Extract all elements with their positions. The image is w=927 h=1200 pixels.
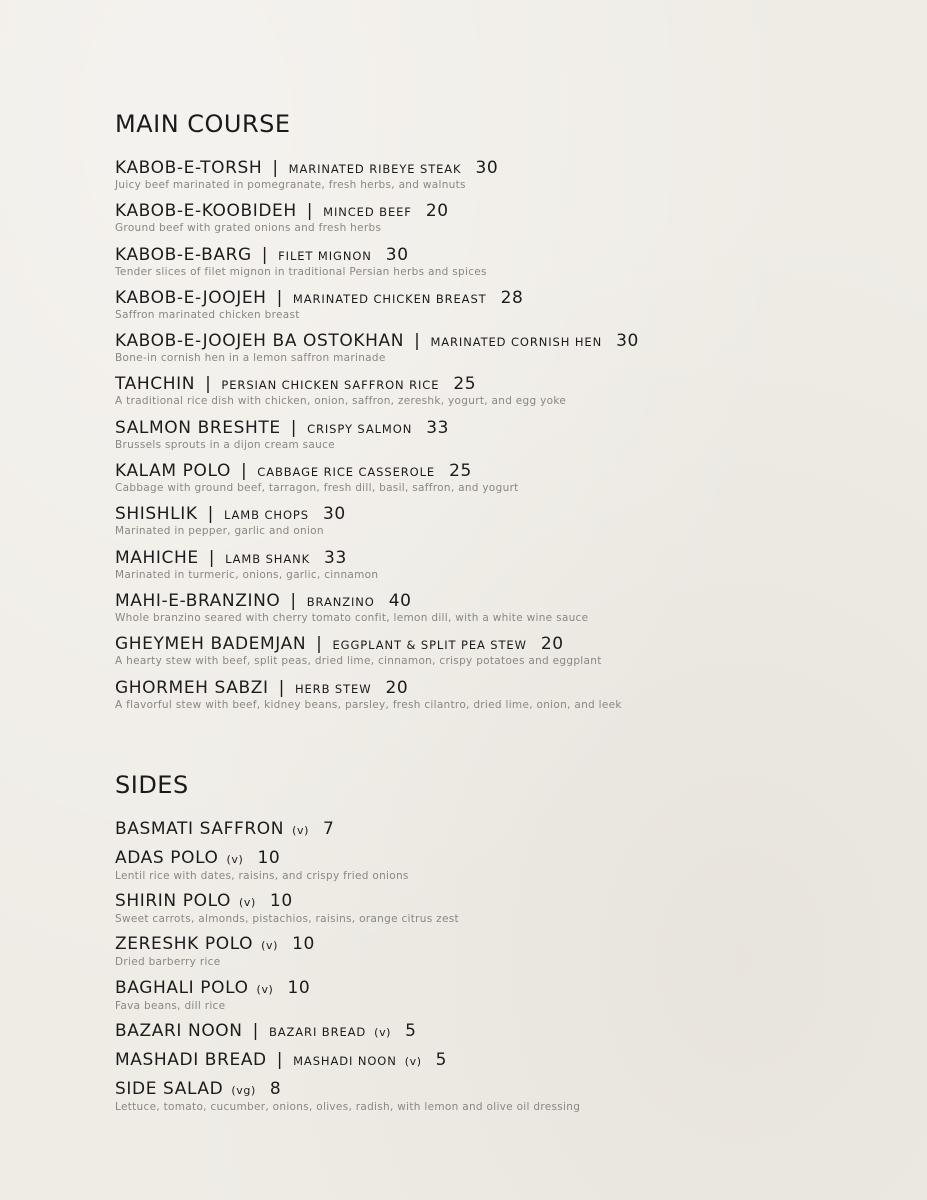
item-description: Marinated in turmeric, onions, garlic, cinnamon [115,568,379,581]
menu-item [115,504,895,547]
menu-item [115,461,895,504]
item-subtitle: LAMB CHOPS [223,508,309,523]
menu-item [115,1079,895,1122]
menu-item [115,1021,895,1050]
item-name: KALAM POLO [115,461,231,482]
item-name: MAHICHE [115,547,199,568]
menu-item [115,678,895,721]
item-name: ZERESHK POLO [115,934,254,955]
item-name: BAGHALI POLO [115,977,249,998]
menu [115,108,895,1122]
item-line [115,978,895,1000]
item-name: GHORMEH SABZI [115,677,269,698]
menu-item [115,201,895,244]
item-line [115,245,895,266]
item-name: KABOB-E-BARG [115,244,252,265]
item-line [115,461,895,482]
item-description: Sweet carrots, almonds, pistachios, raisins, orange citrus zest [115,913,459,926]
item-description: Juicy beef marinated in pomegranate, fresh herbs, and walnuts [115,179,466,191]
menu-item [115,978,895,1021]
item-price: 30 [616,331,639,352]
item-description: Marinated in pepper, garlic and onion [115,525,324,538]
sides-heading: SIDES [115,770,189,799]
dietary-tag: (v) [256,982,274,996]
item-line [115,678,895,699]
item-name: GHEYMEH BADEMJAN [115,634,307,655]
menu-item [115,331,895,374]
menu-item [115,418,895,461]
item-line [115,634,895,655]
menu-item [115,819,895,848]
item-subtitle: MARINATED RIBEYE STEAK [288,162,462,176]
item-description: Lentil rice with dates, raisins, and crispy fried onions [115,869,409,882]
item-description: Brussels sprouts in a dijon cream sauce [115,438,335,451]
main-course-list [115,158,895,721]
dietary-tag: (v) [404,1055,422,1069]
item-line [115,891,895,913]
item-price: 30 [475,158,499,178]
item-price: 5 [435,1050,448,1071]
menu-item [115,634,895,677]
item-price: 10 [257,847,281,868]
item-line [115,374,895,395]
item-description: Whole branzino seared with cherry tomato confit, lemon dill, with a white wine sauce [115,611,589,624]
item-line [115,331,895,352]
item-description: A flavorful stew with beef, kidney beans, parsley, fresh cilantro, dried lime, onion, and leek [115,698,622,711]
separator: | [205,374,212,395]
item-subtitle: PERSIAN CHICKEN SAFFRON RICE [221,378,440,393]
item-line [115,158,895,179]
item-description: Saffron marinated chicken breast [115,308,300,321]
item-price: 5 [405,1021,417,1042]
dietary-tag: (v) [239,896,256,910]
item-name: KABOB-E-TORSH [115,158,263,178]
separator: | [261,244,269,265]
dietary-tag: (v) [374,1026,392,1040]
item-line [115,591,895,612]
item-subtitle: HERB STEW [294,681,372,696]
item-subtitle: MARINATED CHICKEN BREAST [292,291,487,306]
item-price: 30 [322,504,346,525]
item-name: KABOB-E-JOOJEH BA OSTOKHAN [115,331,405,352]
dietary-tag: (v) [292,823,309,837]
item-description: A traditional rice dish with chicken, onion, saffron, zereshk, yogurt, and egg yoke [115,395,567,408]
item-price: 7 [322,818,335,839]
item-price: 28 [500,287,524,308]
item-description: Cabbage with ground beef, tarragon, fresh dill, basil, saffron, and yogurt [115,482,519,495]
separator: | [276,1050,284,1071]
dietary-tag: (v) [261,939,279,953]
item-price: 33 [426,417,450,438]
item-subtitle: MARINATED CORNISH HEN [430,335,603,350]
item-line [115,504,895,525]
item-name: KABOB-E-JOOJEH [115,287,267,308]
item-name: MAHI-E-BRANZINO [115,590,281,611]
item-description: Bone-in cornish hen in a lemon saffron marinade [115,352,386,365]
item-line [115,1050,895,1072]
item-name: SIDE SALAD [115,1079,224,1100]
item-name: BAZARI NOON [115,1021,243,1042]
item-price: 33 [324,547,347,568]
separator: | [208,547,216,568]
dietary-tag: (vg) [231,1084,256,1098]
separator: | [240,461,248,482]
menu-item [115,245,895,288]
item-description: Lettuce, tomato, cucumber, onions, olives, radish, with lemon and olive oil dressing [115,1101,581,1114]
main-course-heading: MAIN COURSE [115,110,291,138]
separator: | [276,287,283,308]
item-name: KABOB-E-KOOBIDEH [115,201,297,222]
item-subtitle: FILET MIGNON [278,248,372,263]
separator: | [306,201,314,222]
menu-item [115,891,895,934]
item-price: 10 [292,934,315,955]
item-price: 10 [287,977,311,998]
item-name: SALMON BRESHTE [115,417,281,438]
item-line [115,288,895,309]
item-description: Tender slices of filet mignon in traditional Persian herbs and spices [115,265,487,278]
item-subtitle: EGGPLANT & SPLIT PEA STEW [332,638,527,653]
separator: | [414,331,421,352]
separator: | [278,677,285,698]
item-line [115,819,895,841]
item-line [115,548,895,569]
item-description: Ground beef with grated onions and fresh herbs [115,222,382,235]
item-line [115,1021,895,1043]
menu-item [115,288,895,331]
item-price: 8 [269,1079,282,1100]
item-line [115,934,895,956]
item-description: Fava beans, dill rice [115,999,226,1012]
item-price: 20 [385,677,409,698]
item-line [115,201,895,222]
sides-list [115,819,895,1122]
dietary-tag: (v) [226,852,244,866]
menu-item [115,374,895,417]
item-subtitle: CRISPY SALMON [307,421,413,436]
separator: | [290,590,297,611]
item-price: 20 [425,201,449,222]
item-price: 25 [449,461,472,482]
item-name: SHIRIN POLO [115,891,232,912]
item-line [115,1079,895,1101]
item-price: 30 [385,244,409,265]
item-subtitle: BAZARI BREAD [268,1025,367,1040]
item-price: 20 [540,634,564,655]
item-line [115,418,895,439]
item-name: MASHADI BREAD [115,1050,267,1071]
menu-item [115,158,895,201]
item-description: Dried barberry rice [115,956,221,969]
item-subtitle: BRANZINO [306,594,375,609]
item-subtitle: MINCED BEEF [323,205,412,220]
menu-item [115,848,895,891]
item-name: TAHCHIN [115,374,196,395]
item-subtitle: LAMB SHANK [225,551,311,566]
item-price: 10 [269,891,293,912]
menu-item [115,1050,895,1079]
item-line [115,848,895,870]
menu-item [115,591,895,634]
item-subtitle: CABBAGE RICE CASSEROLE [257,465,436,480]
item-name: SHISHLIK [115,504,198,525]
item-description: A hearty stew with beef, split peas, dried lime, cinnamon, crispy potatoes and eggplant [115,655,602,668]
separator: | [272,158,279,178]
item-subtitle: MASHADI NOON [293,1054,397,1069]
menu-item [115,934,895,977]
item-price: 40 [388,590,412,611]
separator: | [316,634,323,655]
item-name: BASMATI SAFFRON [115,818,285,839]
separator: | [290,417,298,438]
separator: | [252,1021,259,1042]
separator: | [207,504,214,525]
item-price: 25 [453,374,477,395]
menu-item [115,548,895,591]
item-name: ADAS POLO [115,847,219,868]
